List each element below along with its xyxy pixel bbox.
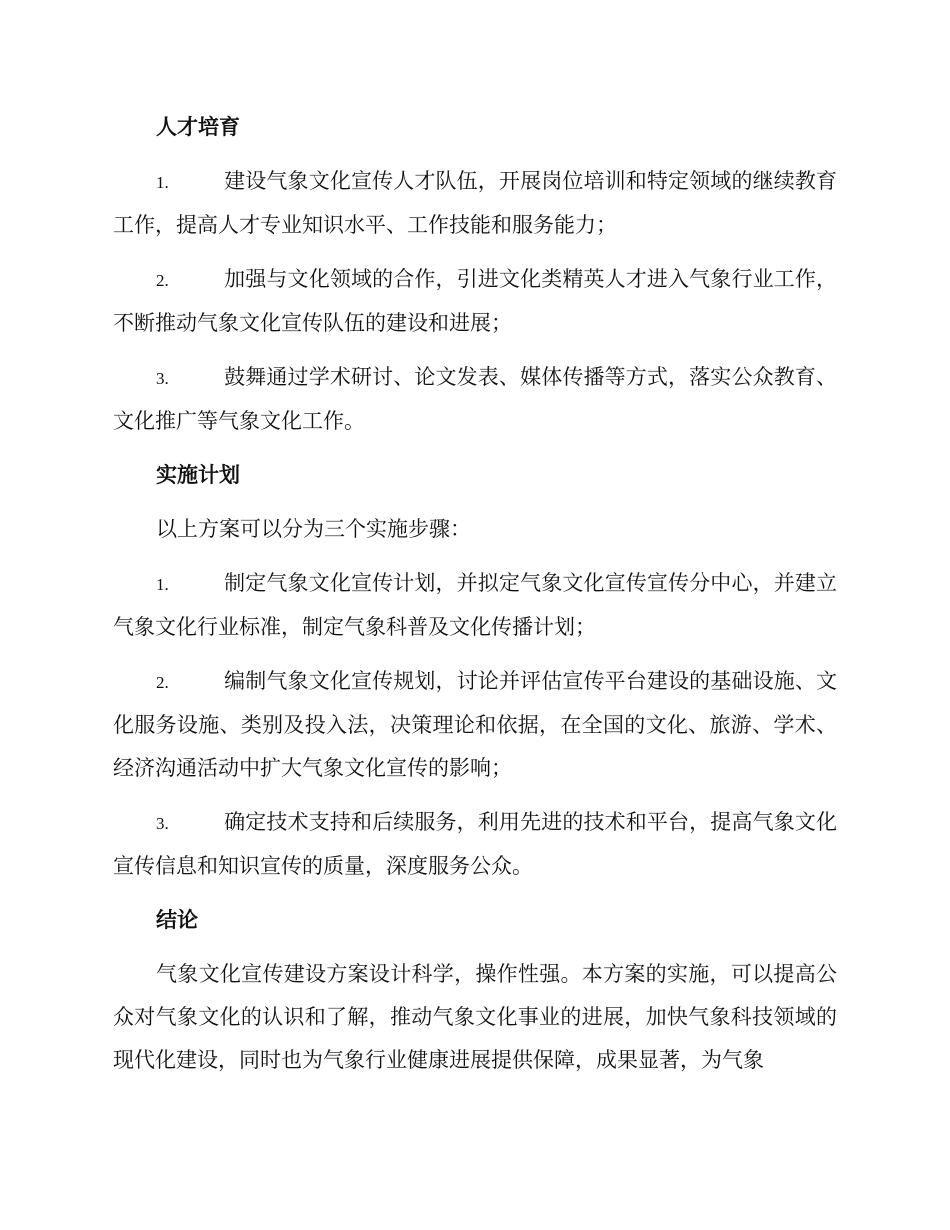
- list-item: [113, 356, 837, 443]
- list-item-text: 加强与文化领域的合作，引进文化类精英人才进入气象行业工作，不断推动气象文化宣传队伍的建设和进展；: [113, 267, 837, 335]
- conclusion-paragraph: 气象文化宣传建设方案设计科学，操作性强。本方案的实施，可以提高公众对气象文化的认识和了解，推动气象文化事业的进展，加快气象科技领域的现代化建设，同时也为气象行业健康进展提供保障，成果显著，为气象: [113, 962, 837, 1072]
- section-heading-conclusion: 结论: [156, 908, 198, 932]
- list-item: [113, 160, 837, 247]
- list-item: [113, 258, 837, 345]
- document-body: [113, 106, 837, 1093]
- list-item-text: 确定技术支持和后续服务，利用先进的技术和平台，提高气象文化宣传信息和知识宣传的质量，深度服务公众。: [113, 810, 837, 878]
- list-item-text: 鼓舞通过学术研讨、论文发表、媒体传播等方式，落实公众教育、文化推广等气象文化工作。: [113, 365, 837, 433]
- list-number: 3.: [156, 814, 169, 833]
- list-number: 1.: [156, 575, 169, 594]
- list-item: [113, 801, 837, 888]
- list-number: 1.: [156, 173, 169, 192]
- section-heading-talent: 人才培育: [156, 115, 240, 139]
- list-item: [113, 562, 837, 649]
- section-intro: 以上方案可以分为三个实施步骤：: [156, 517, 471, 541]
- list-number: 2.: [156, 673, 169, 692]
- list-item-text: 编制气象文化宣传规划，讨论并评估宣传平台建设的基础设施、文化服务设施、类别及投入法，决策理论和依据，在全国的文化、旅游、学术、经济沟通活动中扩大气象文化宣传的影响；: [113, 669, 837, 780]
- list-number: 2.: [156, 271, 169, 290]
- list-item: [113, 660, 837, 790]
- section-heading-plan: 实施计划: [156, 463, 240, 487]
- list-item-text: 制定气象文化宣传计划，并拟定气象文化宣传宣传分中心，并建立气象文化行业标准，制定气象科普及文化传播计划；: [113, 571, 837, 639]
- list-item-text: 建设气象文化宣传人才队伍，开展岗位培训和特定领域的继续教育工作，提高人才专业知识水平、工作技能和服务能力；: [113, 169, 837, 237]
- list-number: 3.: [156, 369, 169, 388]
